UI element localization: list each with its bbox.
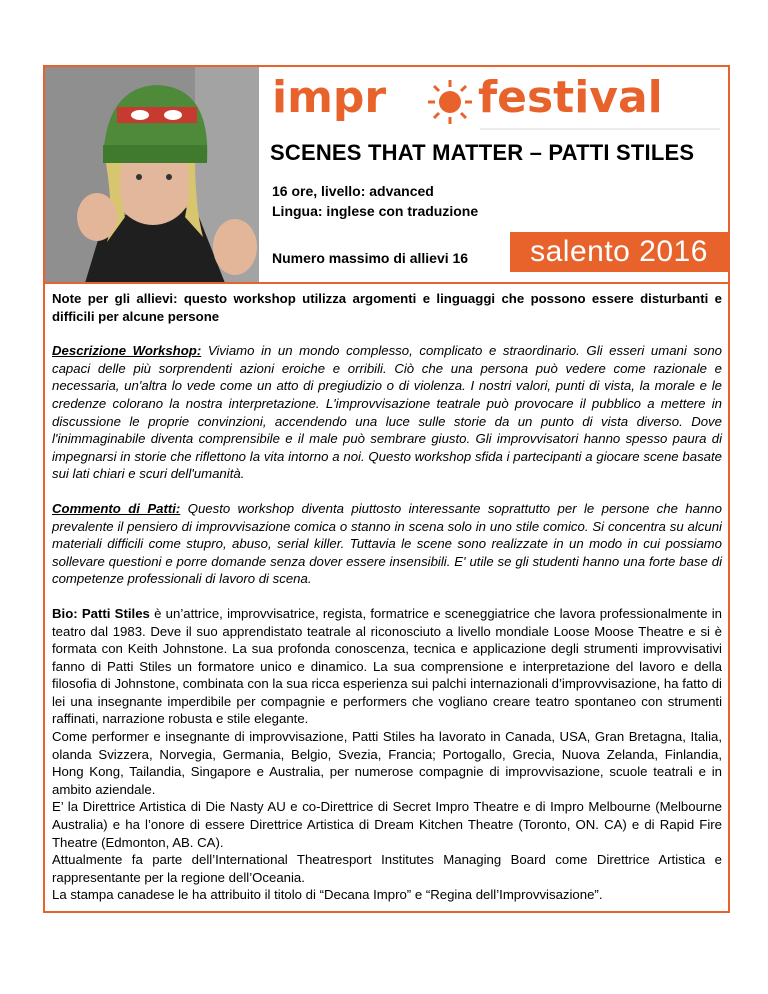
bio-paragraph-2: Come performer e insegnante di improvvisazione, Patti Stiles ha lavorato in Canada, USA, Gran Bretagna, Italia, olanda Svizzera, Norvegia, Germania, Belgio, Svezia, Francia; Portogallo, Grecia, Nuova Zelanda, Finlandia, Hong Kong, Tailandia, Singapore e Australia, per numerose compagnie di improvvisazione, scuole teatrali e in ambito aziendale. [52, 729, 722, 797]
info-hours: 16 ore, livello: advanced [272, 183, 434, 199]
info-max-students: Numero massimo di allievi 16 [272, 250, 469, 266]
impro-festival-logo [270, 72, 720, 132]
bio-paragraph-4: Attualmente fa parte dell’International Theatresport Institutes Managing Board come Direttrice Artistica e rappresentante per la regione dell’Oceania. [52, 852, 722, 885]
patti-stiles-photo [45, 67, 259, 283]
comment-text: Questo workshop diventa piuttosto interessante soprattutto per le persone che hanno prevalente il pensiero di improvvisazione comica o stanno in scena solo in uno stile comico. Si concentra su alcuni materiali difficili come stupro, abuso, serial killer. Tuttavia le scene sono realizzate in un modo in cui possiamo sollevare questioni e porre domande senza dover essere insensibili. E' utile se gli studenti hanno una forte base di competenze professionali di lavoro di scena. [52, 500, 722, 587]
bio-label: Bio: [52, 605, 78, 621]
bio-name: Patti Stiles [81, 605, 150, 621]
description-label: Descrizione Workshop: [52, 343, 202, 359]
comment-paragraph [52, 500, 722, 588]
comment-label: Commento di Patti: [52, 500, 181, 516]
bio-paragraph-3: E’ la Direttrice Artistica di Die Nasty AU e co-Direttrice di Secret Impro Theatre e di Impro Melbourne (Melbourne Australia) e ha l’onore di essere Direttrice Artistica di Dream Kitchen Theatre (Toronto, ON. CA) e di Rapid Fire Theatre (Edmonton, AB. CA). [52, 799, 722, 850]
logo-right-text: festival [478, 72, 663, 123]
info-language: Lingua: inglese con traduzione [272, 203, 479, 219]
notes-paragraph: Note per gli allievi: questo workshop utilizza argomenti e linguaggi che possono essere disturbanti e difficili per alcune persone [52, 291, 722, 324]
page-title: SCENES THAT MATTER – PATTI STILES [270, 140, 695, 165]
bio-paragraph-5: La stampa canadese le ha attribuito il titolo di “Decana Impro” e “Regina dell’Improvvisazione”. [52, 887, 603, 903]
content [52, 290, 722, 904]
divider [45, 282, 728, 284]
bio-paragraph-1 [52, 605, 722, 728]
description-text: Viviamo in un mondo complesso, complicato e straordinario. Gli esseri umani sono capaci delle più sorprendenti azioni eroiche e orribili. Ciò che una persona può vedere come razionale e necessaria, un'altra lo vede come un atto di pregiudizio o di violenza. I nostri valori, punti di vista, la morale e le credenze colorano la nostra interpretazione. L'improvvisazione teatrale può provocare il pubblico a mettere in discussione le proprie convinzioni, accendendo una luce sulle storie da un punto di vista diverso. Dove l'inimmaginabile diventa comprensibile e il male può sembrare giusto. Gli improvvisatori hanno spesso paura di impegnarsi in storie che riflettono la vita intorno a noi. Questo workshop sfida i partecipanti a giocare scene basate sui lati chiari e scuri dell'umanità. [52, 343, 722, 482]
logo-left-text: impr [272, 72, 387, 123]
sun-icon [428, 80, 472, 124]
salento-badge: salento 2016 [510, 232, 728, 272]
bio-text-1: è un’attrice, improvvisatrice, regista, formatrice e sceneggiatrice che lavora professionalmente in teatro dal 1983. Deve il suo apprendistato teatrale al riconosciuto a livello mondiale Loose Moose Theatre e si è formata con Keith Johnstone. La sua profonda conoscenza, tecnica e applicazione degli strumenti improvvisativi fanno di Patti Stiles un formatore unico e dinamico. La sua comprensione e interpretazione del lavoro e della filosofia di Johnstone, combinata con la sua ricca esperienza sui palchi internazionali d’improvvisazione, ha fatto di lei una insegnante imperdibile per compagnie e performers che vogliano creare teatro spontaneo con strumenti raffinati, narrazione robusta e stile elegante. [52, 605, 722, 727]
description-paragraph [52, 342, 722, 483]
